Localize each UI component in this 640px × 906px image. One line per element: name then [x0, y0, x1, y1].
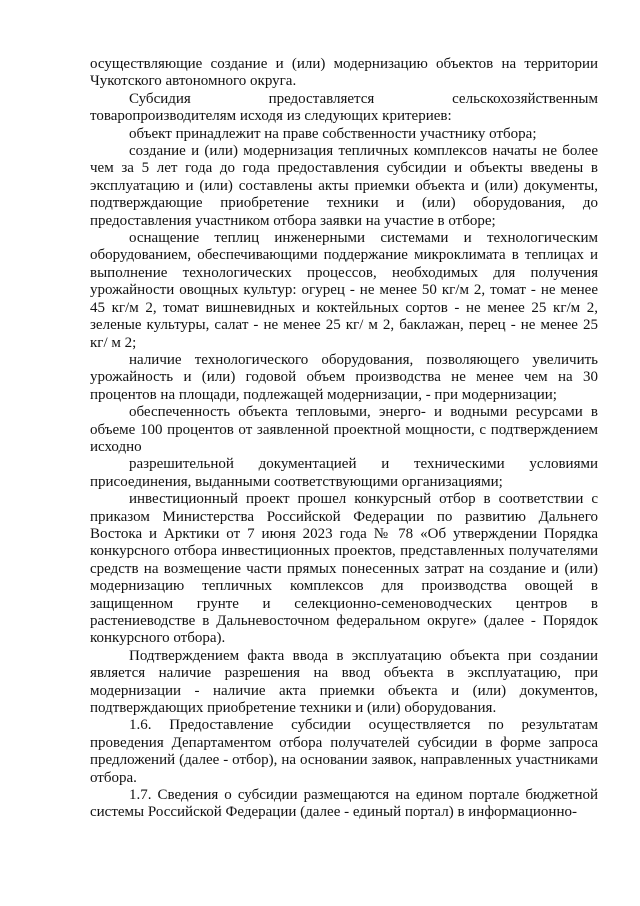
paragraph-9: инвестиционный проект прошел конкурсный отбор в соответствии с приказом Министерства Российской Федерации по развитию Дальнего Востока и Арктики от 7 июня 2023 года № 78 «Об утверждении Порядка конкурсного отбора инвестиционных проектов, представленных получателями средств на возмещение части прямых понесенных затрат на создание и (или) модернизацию тепличных комплексов для производства овощей в защищенном грунте и селекционно-семеноводческих центров в растениеводстве в Дальневосточном федеральном округе» (далее - Порядок конкурсного отбора). [90, 491, 598, 647]
paragraph-4: создание и (или) модернизация тепличных комплексов начаты не более чем за 5 лет года до года предоставления субсидии и объекты введены в эксплуатацию и (или) составлены акты приемки объекта и (или) документы, подтверждающие приобретение техники и (или) оборудования, до предоставления участником отбора заявки на участие в отборе; [90, 143, 598, 229]
paragraph-11: 1.6. Предоставление субсидии осуществляется по результатам проведения Департаментом отбора получателей субсидии в форме запроса предложений (далее - отбор), на основании заявок, направленных участниками отбора. [90, 717, 598, 786]
paragraph-1: осуществляющие создание и (или) модернизацию объектов на территории Чукотского автономного округа. [90, 56, 598, 90]
paragraph-3: объект принадлежит на праве собственности участнику отбора; [129, 125, 537, 142]
paragraph-8: разрешительной документацией и техническими условиями присоединения, выданными соответствующими организациями; [90, 456, 598, 490]
paragraph-7: обеспеченность объекта тепловыми, энерго- и водными ресурсами в объеме 100 процентов от заявленной проектной мощности, с подтверждением исходно [90, 404, 598, 455]
paragraph-6: наличие технологического оборудования, позволяющего увеличить урожайность и (или) годовой объем производства не менее чем на 30 процентов на площади, подлежащей модернизации, - при модернизации; [90, 351, 598, 403]
paragraph-2: Субсидия предоставляется сельскохозяйственным товаропроизводителям исходя из следующих критериев: [90, 90, 598, 125]
paragraph-10: Подтверждением факта ввода в эксплуатацию объекта при создании является наличие разрешения на ввод объекта в эксплуатацию, при модернизации - наличие акта приемки объекта и (или) документов, подтверждающих приобретение техники и (или) оборудования. [90, 647, 598, 717]
paragraph-5: оснащение теплиц инженерными системами и технологическим оборудованием, обеспечивающими поддержание микроклимата в теплицах и выполнение технологических процессов, необходимых для получения урожайности овощных культур: огурец - не менее 50 кг/м 2, томат - не менее 45 кг/м 2, томат вишневидных и коктейльных сортов - не менее 25 кг/м 2, зеленые культуры, салат - не менее 25 кг/ м 2, баклажан, перец - не менее 25 кг/ м 2; [90, 230, 598, 351]
document-page [90, 56, 598, 822]
paragraph-12: 1.7. Сведения о субсидии размещаются на едином портале бюджетной системы Российской Федерации (далее - единый портал) в информационно- [90, 787, 598, 821]
